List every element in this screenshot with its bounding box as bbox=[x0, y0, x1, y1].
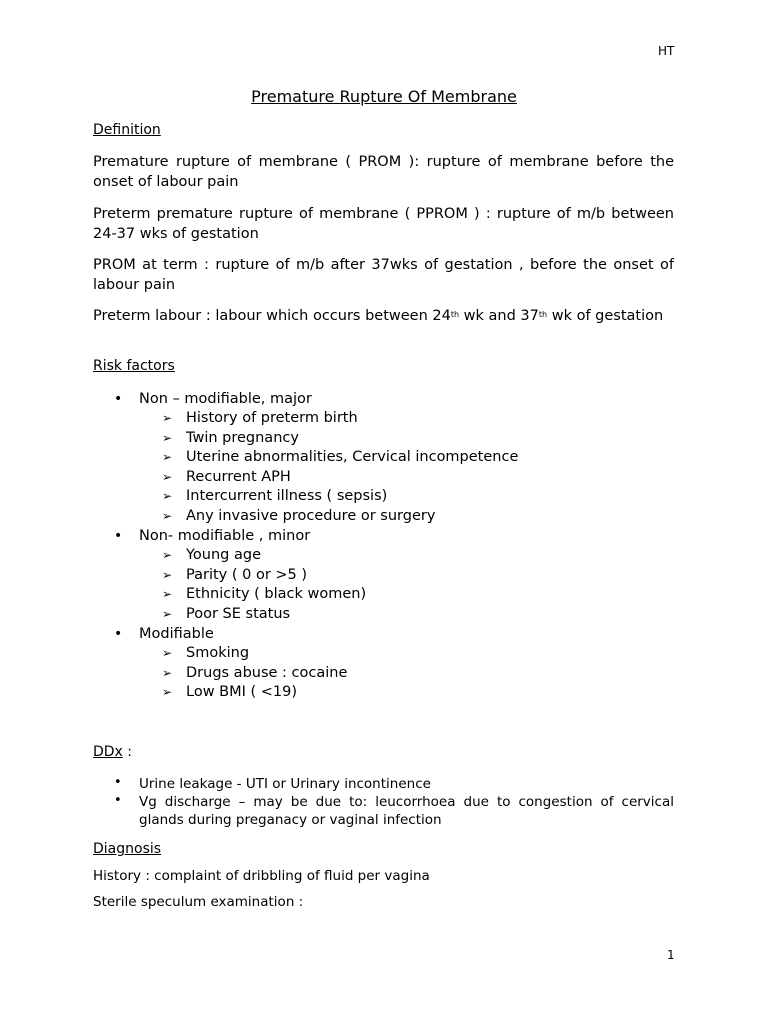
definition-prom: Premature rupture of membrane ( PROM ): rupture of membrane before the onset of labour pain bbox=[93, 154, 674, 190]
preterm-labour-text-c: wk of gestation bbox=[547, 308, 664, 324]
risk-item: History of preterm birth bbox=[186, 410, 358, 426]
page-number: 1 bbox=[667, 948, 675, 962]
definition-heading: Definition bbox=[93, 122, 161, 138]
risk-factors-heading: Risk factors bbox=[93, 358, 175, 374]
risk-item: Drugs abuse : cocaine bbox=[186, 665, 348, 681]
arrow-bullet-icon: ➢ bbox=[162, 568, 173, 582]
diagnosis-history: History : complaint of dribbling of fluid per vagina bbox=[93, 868, 430, 884]
risk-group-label: Non – modifiable, major bbox=[139, 391, 312, 407]
arrow-bullet-icon: ➢ bbox=[162, 411, 173, 425]
ddx-heading-suffix: : bbox=[122, 744, 133, 760]
risk-item: Intercurrent illness ( sepsis) bbox=[186, 488, 388, 504]
risk-item: Any invasive procedure or surgery bbox=[186, 508, 436, 524]
risk-item: Uterine abnormalities, Cervical incompetence bbox=[186, 449, 519, 465]
diagnosis-heading: Diagnosis bbox=[93, 841, 162, 857]
risk-item: Recurrent APH bbox=[186, 469, 291, 485]
risk-group-label: Modifiable bbox=[139, 626, 214, 642]
bullet-icon: • bbox=[114, 793, 122, 808]
arrow-bullet-icon: ➢ bbox=[162, 607, 173, 621]
arrow-bullet-icon: ➢ bbox=[162, 587, 173, 601]
bullet-icon: • bbox=[114, 528, 123, 544]
superscript-th-1: th bbox=[450, 310, 460, 319]
risk-item: Low BMI ( <19) bbox=[186, 684, 298, 700]
superscript-th-2: th bbox=[538, 310, 548, 319]
preterm-labour-text-a: Preterm labour : labour which occurs between 24 bbox=[93, 308, 451, 324]
definition-prom-at-term: PROM at term : rupture of m/b after 37wks of gestation , before the onset of labour pain bbox=[93, 257, 674, 293]
ddx-heading-line bbox=[93, 744, 132, 760]
arrow-bullet-icon: ➢ bbox=[162, 509, 173, 523]
definition-pprom: Preterm premature rupture of membrane ( PPROM ) : rupture of m/b between 24-37 wks of gestation bbox=[93, 206, 674, 242]
arrow-bullet-icon: ➢ bbox=[162, 489, 173, 503]
ddx-heading: DDx bbox=[93, 744, 123, 760]
definition-preterm-labour bbox=[93, 307, 674, 327]
bullet-icon: • bbox=[114, 626, 123, 642]
header-initials: HT bbox=[658, 44, 675, 58]
risk-item: Young age bbox=[186, 547, 262, 563]
ddx-item-discharge: Vg discharge – may be due to: leucorrhoea due to congestion of cervical glands during preganacy or vaginal infection bbox=[139, 794, 674, 828]
risk-item: Twin pregnancy bbox=[186, 430, 299, 446]
bullet-icon: • bbox=[114, 391, 123, 407]
document-title: Premature Rupture Of Membrane bbox=[251, 87, 517, 106]
arrow-bullet-icon: ➢ bbox=[162, 470, 173, 484]
risk-item: Poor SE status bbox=[186, 606, 291, 622]
risk-item: Smoking bbox=[186, 645, 250, 661]
arrow-bullet-icon: ➢ bbox=[162, 431, 173, 445]
bullet-icon: • bbox=[114, 775, 122, 790]
arrow-bullet-icon: ➢ bbox=[162, 685, 173, 699]
arrow-bullet-icon: ➢ bbox=[162, 646, 173, 660]
arrow-bullet-icon: ➢ bbox=[162, 666, 173, 680]
risk-item: Parity ( 0 or >5 ) bbox=[186, 567, 308, 583]
risk-group-label: Non- modifiable , minor bbox=[139, 528, 311, 544]
preterm-labour-text-b: wk and 37 bbox=[459, 308, 539, 324]
ddx-item-urine: Urine leakage - UTI or Urinary incontinence bbox=[139, 776, 431, 792]
risk-item: Ethnicity ( black women) bbox=[186, 586, 367, 602]
arrow-bullet-icon: ➢ bbox=[162, 450, 173, 464]
arrow-bullet-icon: ➢ bbox=[162, 548, 173, 562]
diagnosis-speculum: Sterile speculum examination : bbox=[93, 894, 304, 910]
